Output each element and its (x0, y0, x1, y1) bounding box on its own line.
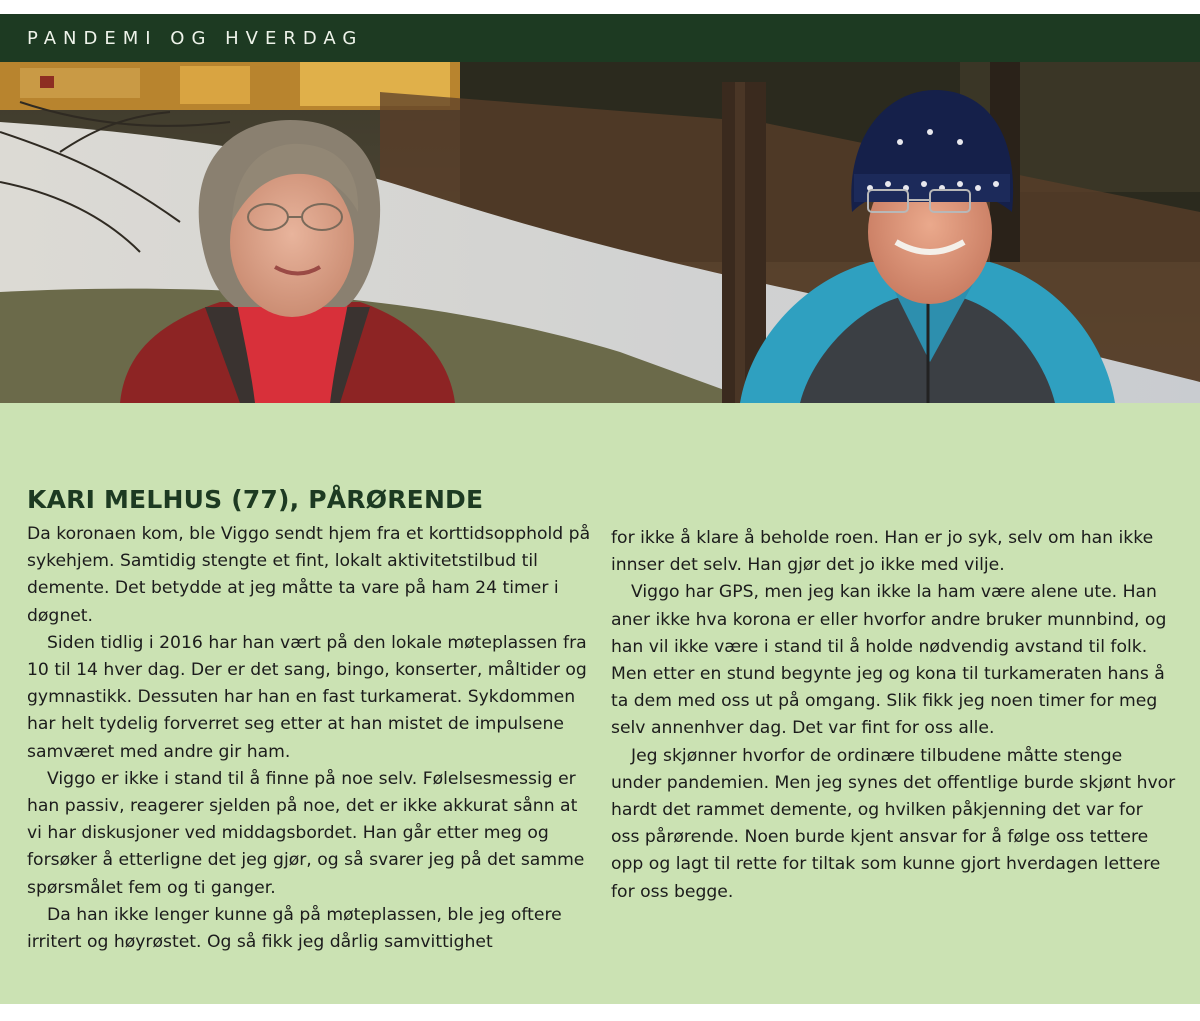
article-column-left (27, 521, 592, 956)
article-paragraph: Siden tidlig i 2016 har han vært på den lokale møteplassen fra 10 til 14 hver dag. Der er det sang, bingo, konserter, måltider og gymnastikk. Dessuten har han en fast turkamerat. Sykdommen har helt tydelig forverret seg etter at han mistet de impulsene samværet med andre gir ham. (27, 632, 587, 762)
article-paragraph: for ikke å klare å beholde roen. Han er jo syk, selv om han ikke innser det selv. Han gjør det jo ikke med vilje. (611, 528, 1154, 576)
article-paragraph: Jeg skjønner hvorfor de ordinære tilbudene måtte stenge under pandemien. Men jeg synes det offentlige burde skjønt hvor hardt det rammet demente, og hvilken påkjenning det var for oss pårørende. Noen burde kjent ansvar for å følge oss tettere opp og lagt til rette for tiltak som kunne gjort hverdagen lettere for oss begge. (611, 745, 1176, 902)
section-title: PANDEMI OG HVERDAG (27, 27, 364, 49)
article-paragraph: Viggo har GPS, men jeg kan ikke la ham være alene ute. Han aner ikke hva korona er eller hvorfor andre bruker munnbind, og han vil ikke være i stand til å holde nødvendig avstand til folk. Men etter en stund begynte jeg og kona til turkameraten hans å ta dem med oss ut på omgang. Slik fikk jeg noen timer for meg selv annenhver dag. Det var fint for oss alle. (611, 582, 1167, 739)
article-headline: KARI MELHUS (77), PÅRØRENDE (27, 485, 484, 514)
article-section (0, 403, 1200, 1004)
article-paragraph: Viggo er ikke i stand til å finne på noe selv. Følelsesmessig er han passiv, reagerer sjelden på noe, det er ikke akkurat sånn at vi har diskusjoner ved middagsbordet. Han går etter meg og forsøker å etterligne det jeg gjør, og så svarer jeg på det samme spørsmålet fem og ti ganger. (27, 768, 585, 898)
portrait-photo (0, 62, 1200, 403)
portrait-photo-illustration (0, 62, 1200, 403)
article-paragraph: Da han ikke lenger kunne gå på møteplassen, ble jeg oftere irritert og høyrøstet. Og så fikk jeg dårlig samvittighet (27, 904, 562, 953)
section-header-bar (0, 14, 1200, 62)
article-paragraph: Da koronaen kom, ble Viggo sendt hjem fra et korttidsopphold på sykehjem. Samtidig stengte et fint, lokalt aktivitetstilbud til demente. Det betydde at jeg måtte ta vare på ham 24 timer i døgnet. (27, 524, 591, 626)
article-column-right (611, 525, 1176, 906)
